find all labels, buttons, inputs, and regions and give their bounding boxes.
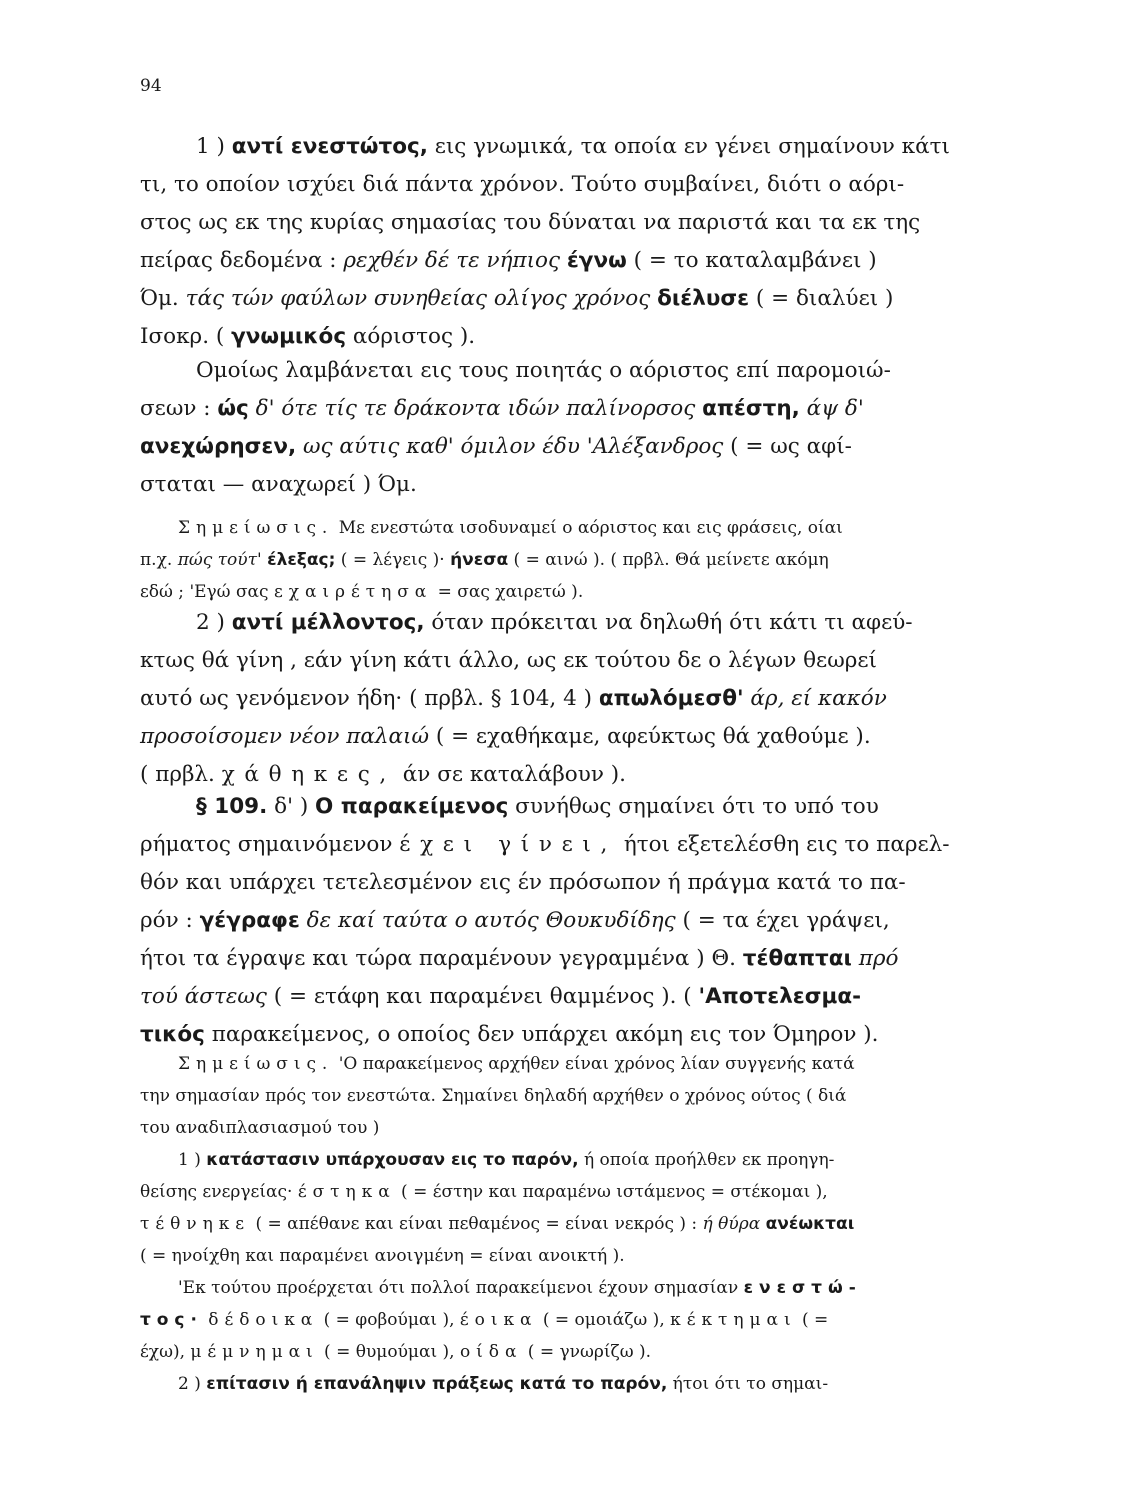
text-line: τικός παρακείμενος, ο οποίος δεν υπάρχει ακόμη εις τον Όμηρον ). xyxy=(140,1022,879,1047)
text-line: κτως θά γίνη , εάν γίνη κάτι άλλο, ως εκ τούτου δε ο λέγων θεωρεί xyxy=(140,648,877,673)
text-line: προσοίσομεν νέον παλαιώ ( = εχαθήκαμε, αφεύκτως θά χαθούμε ). xyxy=(140,724,871,749)
text-line: τι, το οποίον ισχύει διά πάντα χρόνον. Τούτο συμβαίνει, διότι ο αόρι- xyxy=(140,172,905,197)
page-number: 94 xyxy=(140,76,162,96)
text-line: σεων : ώς δ' ότε τίς τε δράκοντα ιδών παλίνορσος απέστη, άψ δ' xyxy=(140,396,864,421)
text-line: ανεχώρησεν, ως αύτις καθ' όμιλον έδυ 'Αλέξανδρος ( = ως αφί- xyxy=(140,434,852,459)
text-line: στος ως εκ της κυρίας σημασίας του δύναται να παριστά και τα εκ της xyxy=(140,210,921,235)
text-line: ρόν : γέγραφε δε καί ταύτα ο αυτός Θουκυδίδης ( = τα έχει γράψει, xyxy=(140,908,890,933)
text-line: του αναδιπλασιασμού του ) xyxy=(140,1118,380,1138)
text-line: 'Εκ τούτου προέρχεται ότι πολλοί παρακείμενοι έχουν σημασίαν ενεστώ- xyxy=(178,1278,862,1298)
text-line: 2 ) επίτασιν ή επανάληψιν πράξεως κατά το παρόν, ήτοι ότι το σημαι- xyxy=(178,1374,829,1394)
paragraph-present-gnomic xyxy=(140,128,1070,356)
note-aorist xyxy=(140,512,1070,608)
text-line: αυτό ως γενόμενον ήδη· ( πρβλ. § 104, 4 ) απωλόμεσθ' άρ, εί κακόν xyxy=(140,686,887,711)
text-line: Σημείωσις. 'Ο παρακείμενος αρχήθεν είναι χρόνος λίαν συγγενής κατά xyxy=(178,1054,855,1074)
section-109-perfect xyxy=(140,788,1070,1054)
text-line: 2 ) αντί μέλλοντος, όταν πρόκειται να δηλωθή ότι κάτι τι αφεύ- xyxy=(196,610,913,635)
section-heading-line: § 109. δ' ) Ο παρακείμενος συνήθως σημαίνει ότι το υπό του xyxy=(196,794,879,819)
text-line: εδώ ; 'Εγώ σας εχαιρέτησα = σας χαιρετώ ). xyxy=(140,582,584,602)
text-line: Όμ. τάς τών φαύλων συνηθείας ολίγος χρόνος διέλυσε ( = διαλύει ) xyxy=(140,286,894,311)
text-line: θόν και υπάρχει τετελεσμένον εις έν πρόσωπον ή πράγμα κατά το πα- xyxy=(140,870,906,895)
text-line: σταται — αναχωρεί ) Όμ. xyxy=(140,472,417,497)
text-line: τού άστεως ( = ετάφη και παραμένει θαμμένος ). ( 'Αποτελεσμα- xyxy=(140,984,862,1009)
text-line: ρήματος σημαινόμενον έχει γίνει, ήτοι εξετελέσθη εις το παρελ- xyxy=(140,832,950,857)
text-line: 1 ) κατάστασιν υπάρχουσαν εις το παρόν, ή οποία προήλθεν εκ προηγη- xyxy=(178,1150,835,1170)
text-line: ( = ηνοίχθη και παραμένει ανοιγμένη = είναι ανοικτή ). xyxy=(140,1246,625,1266)
text-line: π.χ. πώς τούτ' έλεξας; ( = λέγεις )· ήνεσα ( = αινώ ). ( πρβλ. Θά μείνετε ακόμη xyxy=(140,550,829,570)
text-line: Σημείωσις. Με ενεστώτα ισοδυναμεί ο αόριστος και εις φράσεις, οίαι xyxy=(178,518,843,538)
section-number: § 109. xyxy=(196,794,268,819)
text-line: τέθνηκε ( = απέθανε και είναι πεθαμένος = είναι νεκρός ) : ή θύρα ανέωκται xyxy=(140,1214,855,1234)
paragraph-similes xyxy=(140,352,1070,504)
text-line: έχω), μέμνημαι ( = θυμούμαι ), οίδα ( = γνωρίζω ). xyxy=(140,1342,651,1362)
note-perfect xyxy=(140,1048,1070,1400)
text-line: 1 ) αντί ενεστώτος, εις γνωμικά, τα οποία εν γένει σημαίνουν κάτι xyxy=(196,134,950,159)
text-line: ( πρβλ. χάθηκες, άν σε καταλάβουν ). xyxy=(140,762,626,787)
text-line: Ισοκρ. ( γνωμικός αόριστος ). xyxy=(140,324,476,349)
text-line: Ομοίως λαμβάνεται εις τους ποιητάς ο αόριστος επί παρομοιώ- xyxy=(196,358,891,383)
text-line: πείρας δεδομένα : ρεχθέν δέ τε νήπιος έγνω ( = το καταλαμβάνει ) xyxy=(140,248,877,273)
text-line: τος· δέδοικα ( = φοβούμαι ), έοικα ( = ομοιάζω ), κέκτημαι ( = xyxy=(140,1310,829,1330)
text-line: θείσης ενεργείας· έστηκα ( = έστην και παραμένω ιστάμενος = στέκομαι ), xyxy=(140,1182,828,1202)
text-line: ήτοι τα έγραψε και τώρα παραμένουν γεγραμμένα ) Θ. τέθαπται πρό xyxy=(140,946,899,971)
paragraph-future xyxy=(140,604,1070,794)
text-line: την σημασίαν πρός τον ενεστώτα. Σημαίνει δηλαδή αρχήθεν ο χρόνος ούτος ( διά xyxy=(140,1086,847,1106)
